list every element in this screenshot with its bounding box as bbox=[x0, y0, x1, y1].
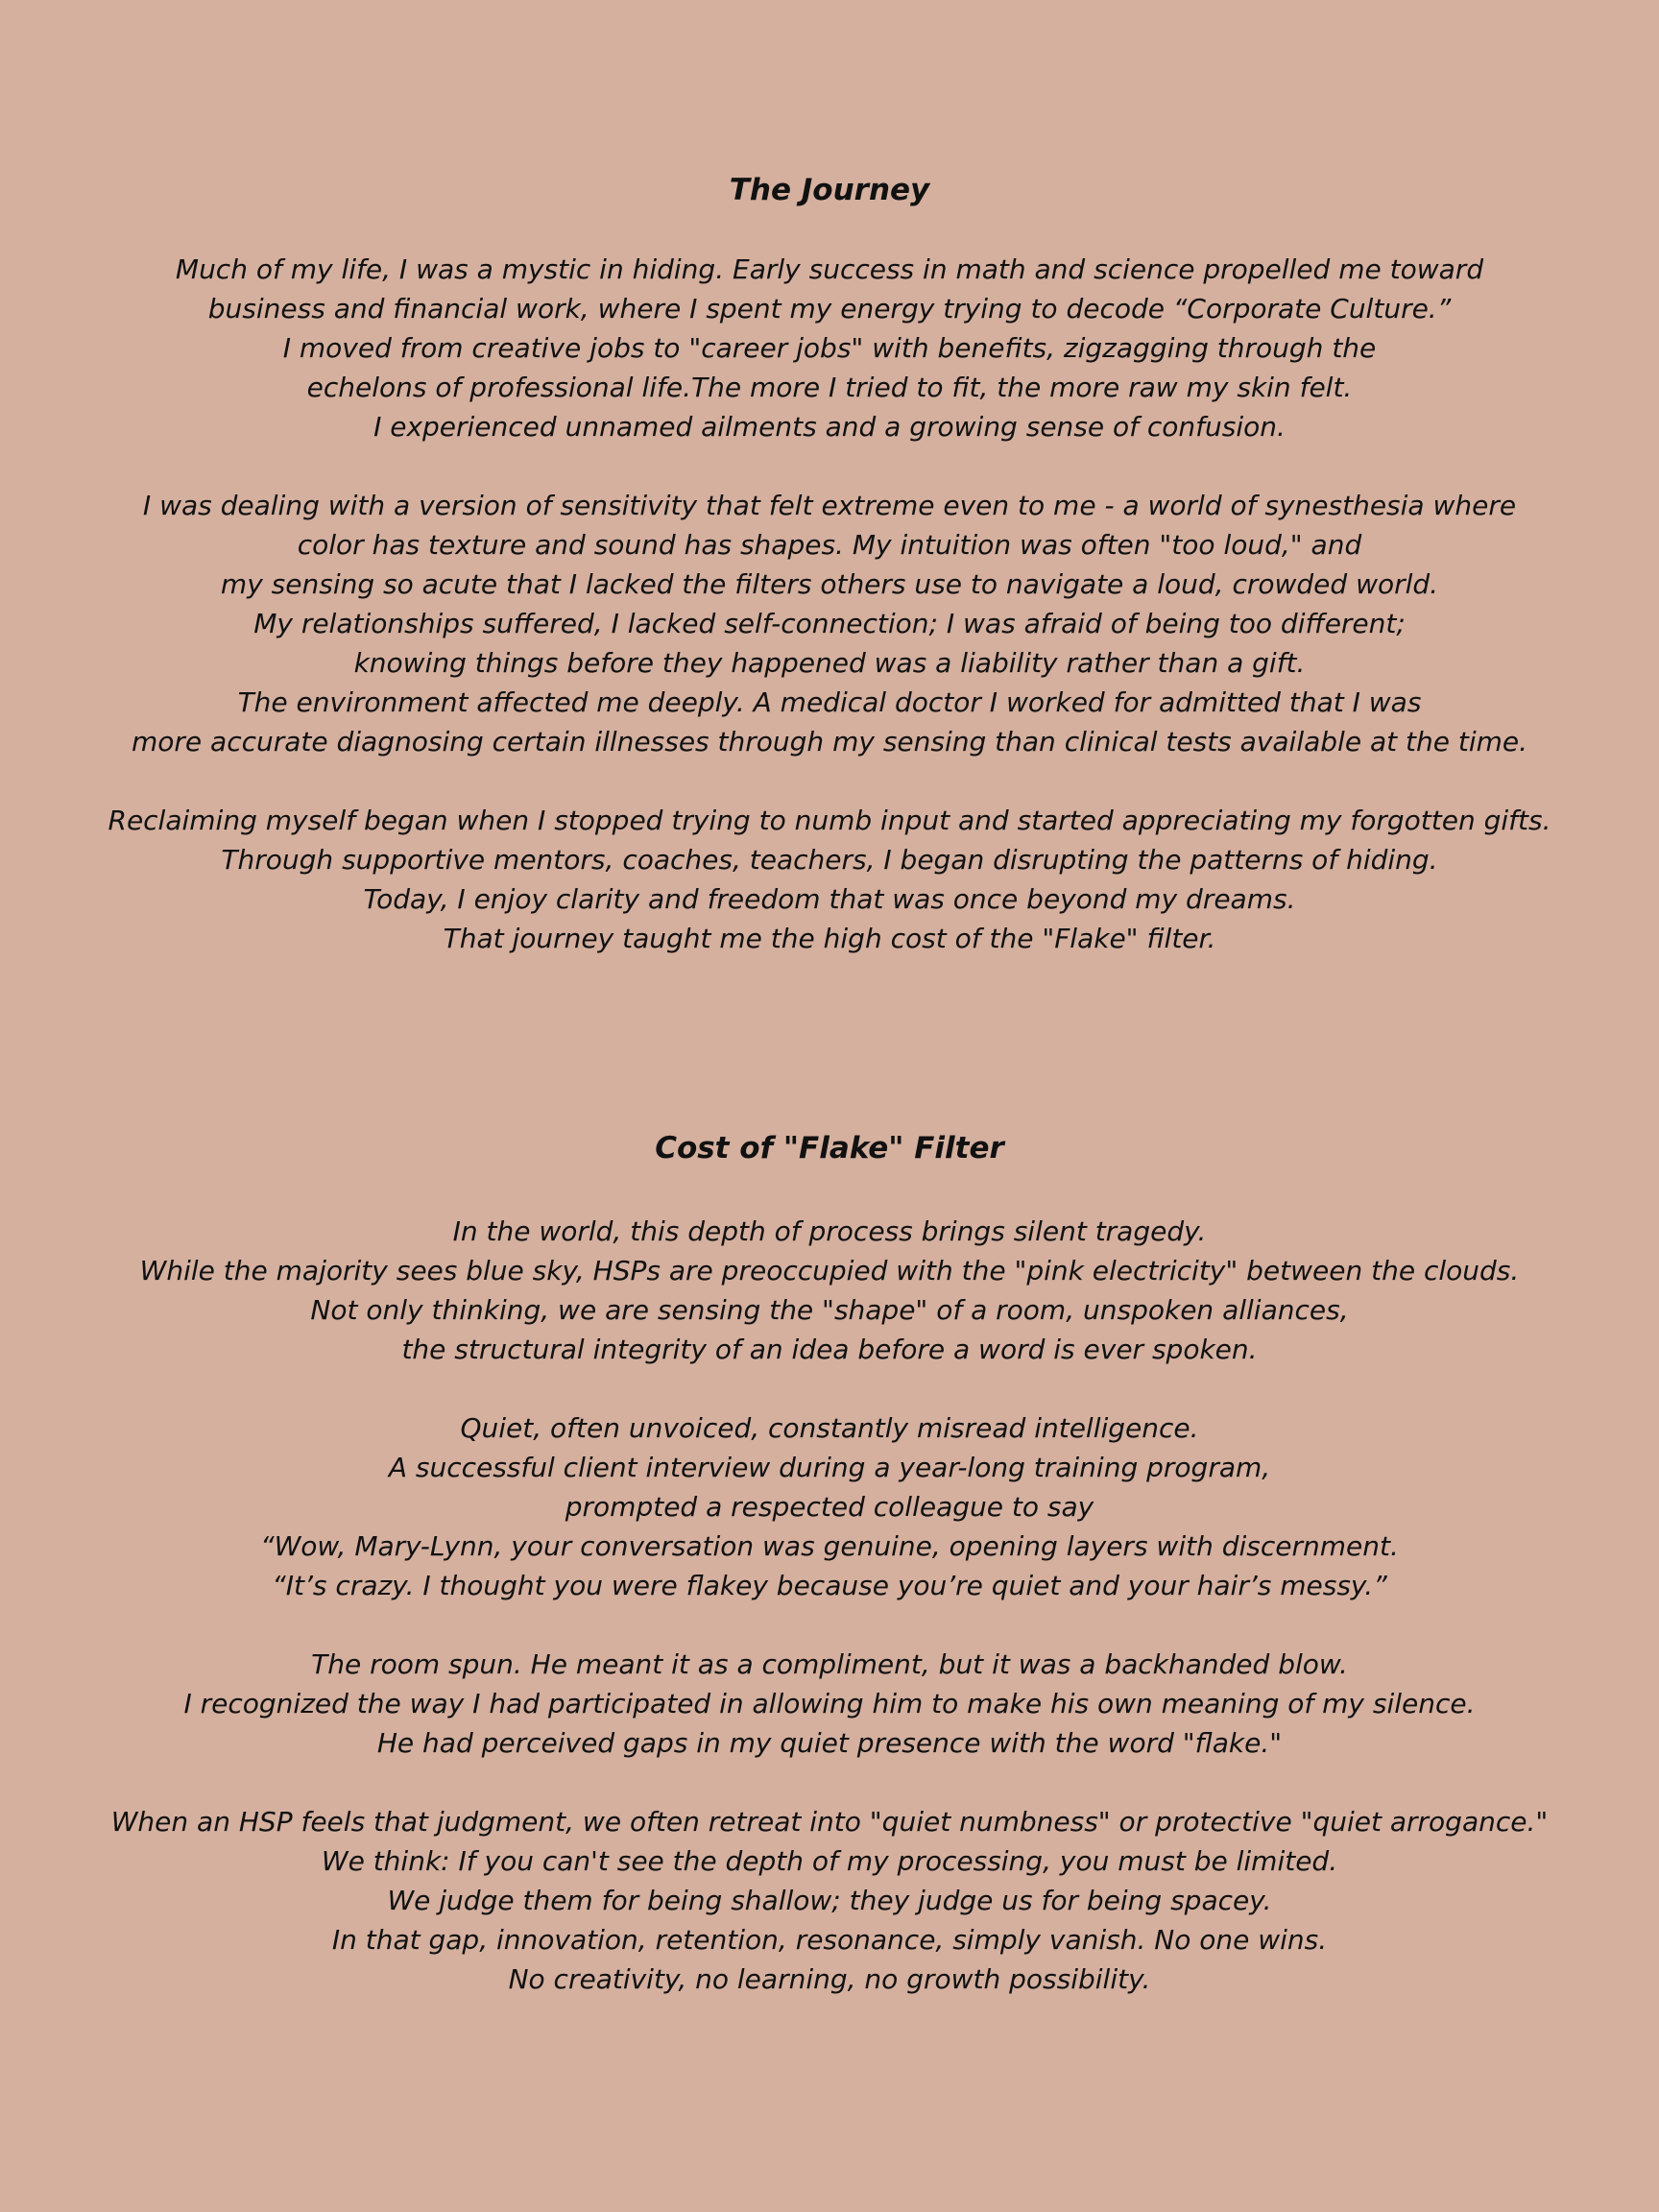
text-line: My relationships suffered, I lacked self-connection; I was afraid of being too different; bbox=[253, 608, 1406, 639]
text-line: Through supportive mentors, coaches, teachers, I began disrupting the patterns of hiding. bbox=[221, 844, 1438, 876]
paragraph bbox=[0, 486, 1659, 761]
paragraph bbox=[0, 1408, 1659, 1605]
paragraph-spacer bbox=[0, 446, 1659, 486]
text-line: prompted a respected colleague to say bbox=[565, 1491, 1094, 1523]
text-line: Much of my life, I was a mystic in hiding. Early success in math and science propelled me toward bbox=[175, 253, 1484, 285]
text-line: echelons of professional life.The more I tried to fit, the more raw my skin felt. bbox=[306, 372, 1353, 403]
text-line: more accurate diagnosing certain illnesses through my sensing than clinical tests available at the time. bbox=[131, 726, 1528, 757]
text-line: I recognized the way I had participated in allowing him to make his own meaning of my silence. bbox=[183, 1688, 1476, 1719]
text-line: knowing things before they happened was a liability rather than a gift. bbox=[353, 647, 1306, 679]
text-line: We judge them for being shallow; they judge us for being spacey. bbox=[387, 1885, 1272, 1916]
text-line: my sensing so acute that I lacked the filters others use to navigate a loud, crowded world. bbox=[220, 568, 1439, 600]
section-the-journey bbox=[0, 165, 1659, 958]
text-line: Reclaiming myself began when I stopped trying to numb input and started appreciating my forgotten gifts. bbox=[108, 805, 1551, 836]
text-line: “It’s crazy. I thought you were flakey because you’re quiet and your hair’s messy.” bbox=[272, 1570, 1387, 1601]
text-line: I moved from creative jobs to "career jobs" with benefits, zigzagging through the bbox=[282, 332, 1377, 364]
section-cost-of-flake-filter bbox=[0, 1123, 1659, 1999]
text-line: “Wow, Mary-Lynn, your conversation was genuine, opening layers with discernment. bbox=[260, 1530, 1399, 1562]
paragraph-spacer bbox=[0, 1369, 1659, 1408]
text-line: In the world, this depth of process brings silent tragedy. bbox=[452, 1215, 1207, 1247]
text-line: business and financial work, where I spent my energy trying to decode “Corporate Culture.” bbox=[207, 293, 1452, 325]
text-line: A successful client interview during a year-long training program, bbox=[388, 1452, 1271, 1483]
paragraph-spacer bbox=[0, 1605, 1659, 1645]
paragraph bbox=[0, 1802, 1659, 1999]
section-heading: The Journey bbox=[729, 173, 930, 207]
text-line: Quiet, often unvoiced, constantly misread intelligence. bbox=[460, 1412, 1199, 1444]
text-line: The environment affected me deeply. A medical doctor I worked for admitted that I was bbox=[237, 686, 1422, 718]
text-line: He had perceived gaps in my quiet presence with the word "flake." bbox=[376, 1727, 1283, 1759]
text-line: No creativity, no learning, no growth possibility. bbox=[508, 1963, 1151, 1995]
section-heading: Cost of "Flake" Filter bbox=[655, 1131, 1004, 1166]
paragraph bbox=[0, 250, 1659, 446]
text-line: I was dealing with a version of sensitivity that felt extreme even to me - a world of synesthesia where bbox=[142, 490, 1517, 521]
paragraph bbox=[0, 1212, 1659, 1369]
text-line: The room spun. He meant it as a compliment, but it was a backhanded blow. bbox=[311, 1648, 1348, 1680]
text-line: color has texture and sound has shapes. My intuition was often "too loud," and bbox=[297, 529, 1362, 561]
paragraph-spacer bbox=[0, 761, 1659, 801]
text-line: the structural integrity of an idea before a word is ever spoken. bbox=[401, 1334, 1258, 1365]
text-line: When an HSP feels that judgment, we often retreat into "quiet numbness" or protective "quiet arrogance." bbox=[110, 1806, 1549, 1838]
text-line: While the majority sees blue sky, HSPs are preoccupied with the "pink electricity" between the clouds. bbox=[139, 1255, 1520, 1286]
text-line: Not only thinking, we are sensing the "shape" of a room, unspoken alliances, bbox=[310, 1294, 1349, 1326]
paragraph bbox=[0, 801, 1659, 958]
paragraph bbox=[0, 1645, 1659, 1763]
text-line: Today, I enjoy clarity and freedom that was once beyond my dreams. bbox=[363, 883, 1296, 915]
text-line: In that gap, innovation, retention, resonance, simply vanish. No one wins. bbox=[331, 1924, 1328, 1956]
text-line: I experienced unnamed ailments and a growing sense of confusion. bbox=[373, 411, 1286, 443]
text-line: That journey taught me the high cost of the "Flake" filter. bbox=[443, 923, 1216, 954]
text-line: We think: If you can't see the depth of my processing, you must be limited. bbox=[321, 1845, 1338, 1877]
paragraph-spacer bbox=[0, 1763, 1659, 1802]
